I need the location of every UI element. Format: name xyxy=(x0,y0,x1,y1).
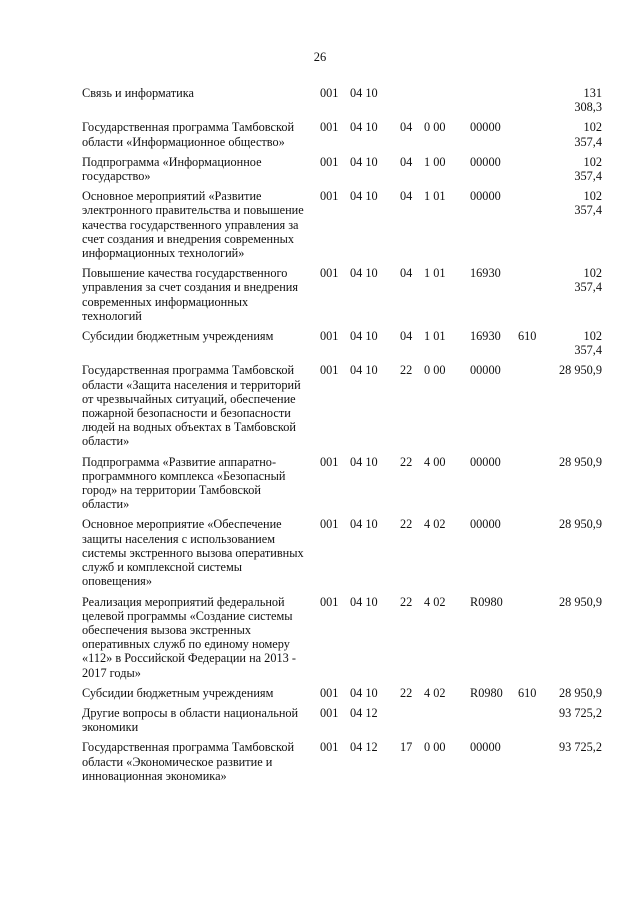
row-amount: 28 950,9 xyxy=(558,517,602,532)
row-ved-code: 001 xyxy=(320,154,339,169)
row-ved-code: 001 xyxy=(320,454,339,469)
row-target-program-code: 22 xyxy=(400,454,413,469)
row-section-code: 04 10 xyxy=(350,685,378,700)
row-expense-type-code xyxy=(518,266,558,329)
row-name: Основное мероприятие «Обеспечение защиты населения с использованием системы экстренного вызова оперативных служб и комплексной системы оповещения» xyxy=(82,517,304,589)
row-name: Государственная программа Тамбовской области «Информационное общество» xyxy=(82,120,295,149)
row-name: Основное мероприятий «Развитие электронного правительства и повышение качества государственного управления за счет создания и внедрения современных информационных технологий» xyxy=(82,189,304,261)
row-expense-type-code xyxy=(518,517,558,594)
row-section-code: 04 10 xyxy=(350,329,378,344)
row-name: Другие вопросы в области национальной экономики xyxy=(82,705,299,735)
row-amount: 93 725,2 xyxy=(558,740,602,755)
row-expense-type-code xyxy=(518,189,558,266)
row-target-subprogram-code: 1 01 xyxy=(424,189,446,204)
table-row xyxy=(82,120,602,154)
row-target-program-code: 04 xyxy=(400,189,413,204)
row-name: Реализация мероприятий федеральной целевой программы «Создание системы обеспечения вызова экстренных оперативных служб по единому номеру «112» в Российской Федерации на 2013 - 2017 годы» xyxy=(82,594,296,680)
row-target-subprogram-code: 4 02 xyxy=(424,685,446,700)
table-body xyxy=(82,86,602,789)
table-row xyxy=(82,517,602,594)
row-section-code: 04 12 xyxy=(350,705,378,720)
table-row xyxy=(82,706,602,740)
row-target-subprogram-code: 0 00 xyxy=(424,740,446,755)
row-name: Государственная программа Тамбовской области «Защита населения и территорий от чрезвычайных ситуаций, обеспечение пожарной безопасности и безопасности людей на водных объектах в Тамбовской области» xyxy=(82,363,301,449)
row-amount: 28 950,9 xyxy=(558,685,602,700)
row-amount: 93 725,2 xyxy=(558,705,602,720)
table-row xyxy=(82,740,602,789)
row-expense-type-code: 610 xyxy=(518,329,537,344)
row-target-direction-code: 00000 xyxy=(470,189,501,204)
row-target-direction-code: R0980 xyxy=(470,685,503,700)
row-amount: 102 357,4 xyxy=(574,266,602,295)
row-name: Повышение качества государственного управления за счет создания и внедрения современных информационных технологий xyxy=(82,266,299,323)
row-section-code: 04 10 xyxy=(350,454,378,469)
row-amount: 102 357,4 xyxy=(574,120,602,149)
row-target-program-code: 22 xyxy=(400,363,413,378)
row-target-direction-code: 00000 xyxy=(470,517,501,532)
row-expense-type-code xyxy=(518,455,558,518)
row-target-direction-code xyxy=(470,706,518,740)
row-target-subprogram-code xyxy=(424,706,470,740)
row-expense-type-code xyxy=(518,120,558,154)
table-row xyxy=(82,189,602,266)
row-amount: 102 357,4 xyxy=(574,329,602,358)
row-target-program-code: 04 xyxy=(400,329,413,344)
row-target-program-code: 04 xyxy=(400,120,413,135)
table-row xyxy=(82,686,602,706)
row-ved-code: 001 xyxy=(320,120,339,135)
row-target-subprogram-code: 4 00 xyxy=(424,454,446,469)
row-name: Подпрограмма «Развитие аппаратно-программного комплекса «Безопасный город» на территории Тамбовской области» xyxy=(82,454,286,512)
row-target-program-code: 22 xyxy=(400,517,413,532)
row-ved-code: 001 xyxy=(320,705,339,720)
row-ved-code: 001 xyxy=(320,685,339,700)
row-ved-code: 001 xyxy=(320,329,339,344)
row-name: Государственная программа Тамбовской области «Экономическое развитие и инновационная экономика» xyxy=(82,740,295,783)
row-target-subprogram-code: 1 01 xyxy=(424,329,446,344)
row-name: Субсидии бюджетным учреждениям xyxy=(82,329,274,344)
row-ved-code: 001 xyxy=(320,189,339,204)
row-target-subprogram-code: 1 01 xyxy=(424,266,446,281)
table-row xyxy=(82,86,602,120)
row-expense-type-code xyxy=(518,86,558,120)
table-row xyxy=(82,455,602,518)
row-target-direction-code: 16930 xyxy=(470,329,501,344)
row-target-program-code: 04 xyxy=(400,154,413,169)
row-target-subprogram-code: 4 02 xyxy=(424,594,446,609)
row-target-subprogram-code: 4 02 xyxy=(424,517,446,532)
row-ved-code: 001 xyxy=(320,86,339,100)
row-ved-code: 001 xyxy=(320,517,339,532)
row-target-direction-code: R0980 xyxy=(470,594,503,609)
row-ved-code: 001 xyxy=(320,594,339,609)
row-target-program-code: 17 xyxy=(400,740,413,755)
row-section-code: 04 10 xyxy=(350,189,378,204)
row-target-direction-code: 00000 xyxy=(470,454,501,469)
row-expense-type-code xyxy=(518,740,558,789)
row-target-direction-code xyxy=(470,86,518,120)
page-number: 26 xyxy=(313,50,327,64)
table-row xyxy=(82,155,602,189)
row-target-direction-code: 00000 xyxy=(470,154,501,169)
row-target-program-code xyxy=(400,86,424,120)
table-row xyxy=(82,363,602,454)
row-section-code: 04 12 xyxy=(350,740,378,755)
row-expense-type-code xyxy=(518,155,558,189)
row-expense-type-code xyxy=(518,706,558,740)
row-target-program-code: 22 xyxy=(400,594,413,609)
row-target-direction-code: 00000 xyxy=(470,740,501,755)
row-target-subprogram-code: 0 00 xyxy=(424,120,446,135)
row-section-code: 04 10 xyxy=(350,363,378,378)
row-amount: 131 308,3 xyxy=(574,86,602,115)
table-row xyxy=(82,266,602,329)
row-target-subprogram-code xyxy=(424,86,470,120)
row-target-program-code xyxy=(400,706,424,740)
row-target-direction-code: 00000 xyxy=(470,363,501,378)
row-section-code: 04 10 xyxy=(350,120,378,135)
row-section-code: 04 10 xyxy=(350,594,378,609)
row-section-code: 04 10 xyxy=(350,86,378,100)
row-expense-type-code xyxy=(518,595,558,686)
row-section-code: 04 10 xyxy=(350,266,378,281)
row-section-code: 04 10 xyxy=(350,517,378,532)
row-ved-code: 001 xyxy=(320,740,339,755)
row-target-program-code: 22 xyxy=(400,685,413,700)
row-ved-code: 001 xyxy=(320,266,339,281)
row-amount: 28 950,9 xyxy=(558,454,602,469)
row-target-subprogram-code: 0 00 xyxy=(424,363,446,378)
row-target-direction-code: 16930 xyxy=(470,266,501,281)
row-name: Субсидии бюджетным учреждениям xyxy=(82,685,274,700)
row-name: Подпрограмма «Информационное государство» xyxy=(82,154,262,184)
row-amount: 102 357,4 xyxy=(574,154,602,184)
row-target-direction-code: 00000 xyxy=(470,120,501,135)
row-amount: 28 950,9 xyxy=(558,594,602,609)
table-row xyxy=(82,595,602,686)
row-name: Связь и информатика xyxy=(82,86,194,100)
row-target-subprogram-code: 1 00 xyxy=(424,154,446,169)
row-ved-code: 001 xyxy=(320,363,339,378)
table-row xyxy=(82,329,602,363)
row-expense-type-code xyxy=(518,363,558,454)
budget-table xyxy=(82,86,602,789)
row-amount: 28 950,9 xyxy=(558,363,602,378)
row-expense-type-code: 610 xyxy=(518,685,537,700)
row-amount: 102 357,4 xyxy=(574,189,602,218)
row-target-program-code: 04 xyxy=(400,266,413,281)
row-section-code: 04 10 xyxy=(350,154,378,169)
